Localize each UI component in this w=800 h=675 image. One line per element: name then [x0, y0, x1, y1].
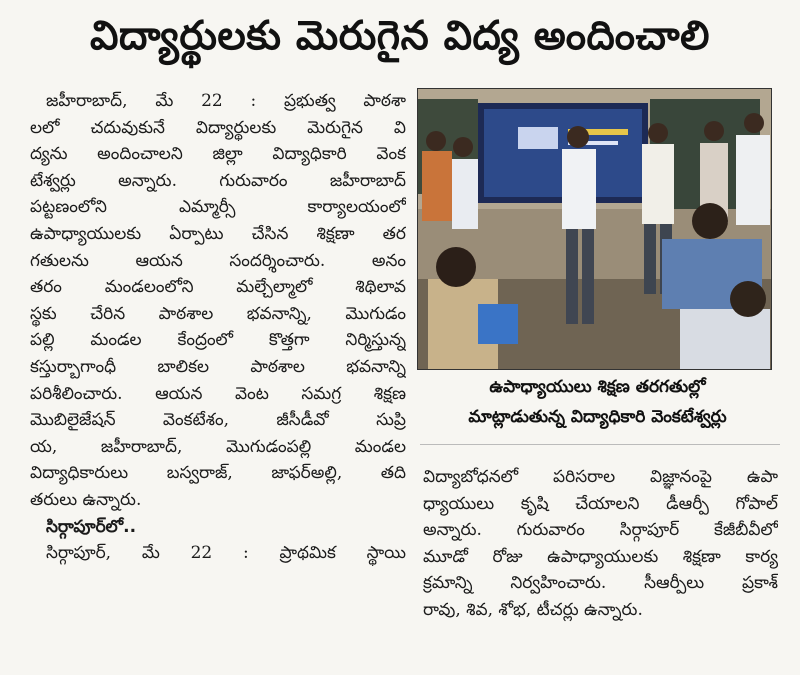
news-photo [417, 88, 772, 370]
article-line: తరులు ఉన్నారు. [30, 489, 142, 510]
article-line: పరిశీలించారు. ఆయన వెంట సమగ్ర శిక్షణ [30, 383, 406, 404]
article-line: తరం మండలంలోని మల్చేల్మాలో శిథిలావ [30, 277, 406, 298]
article-line: విద్యాబోధనలో పరిసరాల విజ్ఞానంపై ఉపా [423, 467, 778, 487]
article-line: మూడో రోజు ఉపాధ్యాయులకు శిక్షణా కార్య [423, 546, 778, 567]
divider [420, 444, 780, 445]
article-line: టేశ్వర్లు అన్నారు. గురువారం జహీరాబాద్ [30, 170, 406, 191]
article-line: మొబిలైజేషన్ వెంకటేశం, జీసీడీవో సుప్రి [30, 410, 406, 431]
headline: విద్యార్థులకు మెరుగైన విద్య అందించాలి [89, 13, 711, 59]
article-line: అన్నారు. గురువారం సిర్గాపూర్ కేజీబీవీలో [423, 520, 778, 541]
classroom-photo-illustration [418, 89, 771, 369]
article-line: స్థకు చేరిన పాఠశాల భవనాన్ని, మొగుడం [30, 303, 406, 324]
article-line: జహీరాబాద్, మే 22 : ప్రభుత్వ పాఠశా [46, 91, 406, 111]
article-line: సిర్గాపూర్, మే 22 : ప్రాథమిక స్థాయి [46, 543, 406, 564]
article-line: గతులను ఆయన సందర్శించారు. అనం [30, 250, 406, 271]
right-article-column [423, 464, 778, 624]
article-line: క్రమాన్ని నిర్వహించారు. సీఆర్పీలు ప్రకాశ్ [423, 573, 778, 594]
article-line: పట్టణంలోని ఎమ్మార్సీ కార్యాలయంలో [30, 197, 406, 218]
subheading: సిర్గాపూర్‌లో.. [46, 516, 137, 537]
caption-line: మాట్లాడుతున్న విద్యాధికారి వెంకటేశ్వర్లు [468, 407, 727, 427]
left-article-column [30, 88, 406, 567]
article-line: ఉపాధ్యాయులకు ఏర్పాటు చేసిన శిక్షణా తర [30, 223, 406, 244]
article-line: ద్యను అందించాలని జిల్లా విద్యాధికారి వెంక [30, 144, 406, 165]
article-line: రావు, శివ, శోభ, టీచర్లు ఉన్నారు. [423, 599, 643, 620]
photo-caption [420, 372, 775, 432]
article-line: య, జహీరాబాద్, మొగుడంపల్లి మండల [30, 436, 406, 457]
article-line: కస్తుర్బాగాంధీ బాలికల పాఠశాల భవనాన్ని [30, 356, 406, 377]
article-line: పల్లి మండల కేంద్రంలో కొత్తగా నిర్మిస్తున్న [30, 330, 406, 351]
article-line: ధ్యాయులు కృషి చేయాలని డీఆర్పీ గోపాల్ [423, 493, 778, 514]
article-line: లలో చదువుకునే విద్యార్థులకు మెరుగైన వి [30, 117, 406, 138]
article-line: విద్యాధికారులు బస్వరాజ్, జాఫర్అల్లి, తది [30, 463, 406, 484]
caption-line: ఉపాధ్యాయులు శిక్షణ తరగతుల్లో [489, 377, 706, 397]
